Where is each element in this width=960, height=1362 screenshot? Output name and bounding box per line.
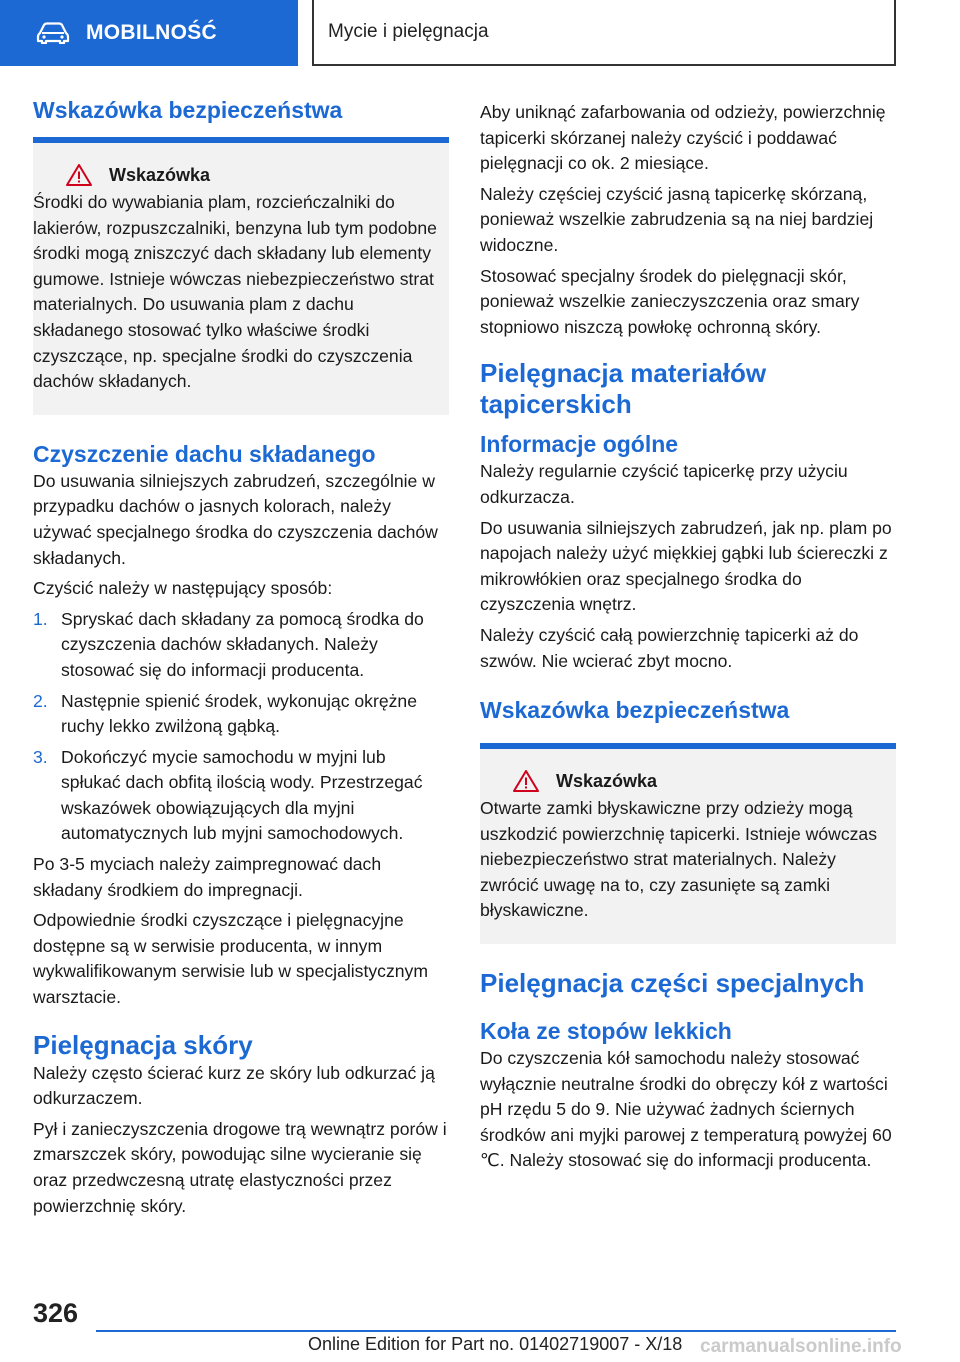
warning-heading xyxy=(33,163,437,187)
car-icon xyxy=(36,22,70,44)
paragraph: Należy często ścierać kurz ze skóry lub odkurzać ją odkurzaczem. xyxy=(33,1062,435,1109)
section-tab xyxy=(0,0,298,66)
heading-safety-note: Wskazówka bezpieczeństwa xyxy=(480,697,790,724)
step-list xyxy=(33,607,449,847)
heading-general-info: Informacje ogólne xyxy=(480,431,679,458)
warning-title: Wskazówka xyxy=(556,771,658,792)
list-item xyxy=(33,689,449,740)
paragraph: Po 3-5 myciach należy zaimpregnować dach składany środkiem do impregnacji. xyxy=(33,854,382,900)
list-item xyxy=(33,745,449,847)
heading-upholstery-care: Pielęgnacja materiałów tapicerskich xyxy=(480,358,767,420)
paragraph: Należy czyścić całą powierzchnię tapicerki aż do szwów. Nie wcierać zbyt mocno. xyxy=(480,624,859,671)
step-text: Następnie spienić środek, wykonując okrężne ruchy lekko zwilżoną gąbką. xyxy=(61,690,417,737)
warning-triangle-icon xyxy=(512,769,540,793)
left-column xyxy=(33,96,449,1224)
heading-safety-note: Wskazówka bezpieczeństwa xyxy=(33,97,343,123)
section-label: MOBILNOŚĆ xyxy=(86,21,218,44)
paragraph: Do usuwania silniejszych zabrudzeń, jak np. plam po napojach należy użyć miękkiej gąbki lub ściereczki z mikrowłókien oraz specjalnego środka do czyszczenia wnętrz. xyxy=(480,517,892,615)
warning-box xyxy=(480,749,896,944)
warning-text: Środki do wywabiania plam, rozcieńczalniki do lakierów, rozpuszczalniki, benzyna lub tym podobne środki mogą zniszczyć dach składany lub elementy gumowe. Istnieje wówczas niebezpieczeństwo strat materialnych. Do usuwania plam z dachu składanego stosować tylko właściwe środki czyszczące, np. specjalne środki do czyszczenia dachów składanych. xyxy=(33,192,437,392)
step-number: 3. xyxy=(33,746,48,767)
step-text: Dokończyć mycie samochodu w myjni lub spłukać dach obfitą ilością wody. Przestrzegać wskazówek obowiązujących dla myjni automatycznych lub myjni samochodowych. xyxy=(61,746,423,844)
warning-text: Otwarte zamki błyskawiczne przy odzieży mogą uszkodzić powierzchnię tapicerki. Istnieje wówczas niebezpieczeństwo strat materialnych. Należy zwrócić uwagę na to, czy zasunięte są zamki błyskawiczne. xyxy=(480,798,878,921)
footer-line xyxy=(96,1330,896,1332)
step-text: Spryskać dach składany za pomocą środka do czyszczenia dachów składanych. Należy stosować się do informacji producenta. xyxy=(61,608,424,680)
heading-special-parts-care: Pielęgnacja części specjalnych xyxy=(480,968,865,999)
paragraph: Czyścić należy w następujący sposób: xyxy=(33,578,333,599)
chapter-title: Mycie i pielęgnacja xyxy=(328,21,489,42)
warning-box xyxy=(33,143,449,415)
paragraph: Aby uniknąć zafarbowania od odzieży, powierzchnię tapicerki skórzanej należy czyścić i poddawać pielęgnacji co ok. 2 miesiące. xyxy=(480,102,886,174)
heading-roof-cleaning: Czyszczenie dachu składanego xyxy=(33,440,376,467)
page-number: 326 xyxy=(33,1298,79,1328)
paragraph: Pył i zanieczyszczenia drogowe trą wewnątrz porów i zmarszczek skóry, powodując silne wycieranie się oraz przedwczesną utratę elastyczności przez powierzchnię skóry. xyxy=(33,1118,447,1216)
heading-leather-care: Pielęgnacja skóry xyxy=(33,1029,253,1060)
paragraph: Odpowiednie środki czyszczące i pielęgnacyjne dostępne są w serwisie producenta, w innym wykwalifikowanym serwisie lub w specjalistycznym warsztacie. xyxy=(33,910,428,1008)
step-number: 2. xyxy=(33,690,48,711)
warning-heading xyxy=(480,769,884,793)
paragraph: Należy częściej czyścić jasną tapicerkę skórzaną, ponieważ wszelkie zabrudzenia są na niej bardziej widoczne. xyxy=(480,183,874,255)
chapter-header xyxy=(312,0,896,66)
warning-title: Wskazówka xyxy=(109,165,211,185)
paragraph: Należy regularnie czyścić tapicerkę przy użyciu odkurzacza. xyxy=(480,461,848,507)
paragraph: Stosować specjalny środek do pielęgnacji skór, ponieważ wszelkie zanieczyszczenia oraz smary stopniowo niszczą powłokę ochronną skóry. xyxy=(480,265,860,337)
watermark: carmanualsonline.info xyxy=(700,1336,902,1357)
paragraph: Do usuwania silniejszych zabrudzeń, szczególnie w przypadku dachów o jasnych kolorach, należy używać specjalnego środka do czyszczenia dachów składanych. xyxy=(33,470,438,568)
warning-triangle-icon xyxy=(65,163,93,187)
list-item xyxy=(33,607,449,684)
right-column xyxy=(480,100,896,1179)
step-number: 1. xyxy=(33,608,48,629)
heading-alloy-wheels: Koła ze stopów lekkich xyxy=(480,1018,732,1045)
paragraph: Do czyszczenia kół samochodu należy stosować wyłącznie neutralne środki do obręczy kół z wartości pH rzędu 5 do 9. Nie używać żadnych ściernych środków ani myjki parowej z temperaturą powyżej 60 ℃. Należy stosować się do informacji producenta. xyxy=(480,1048,892,1171)
edition-text: Online Edition for Part no. 01402719007 - X/18 xyxy=(308,1334,683,1354)
